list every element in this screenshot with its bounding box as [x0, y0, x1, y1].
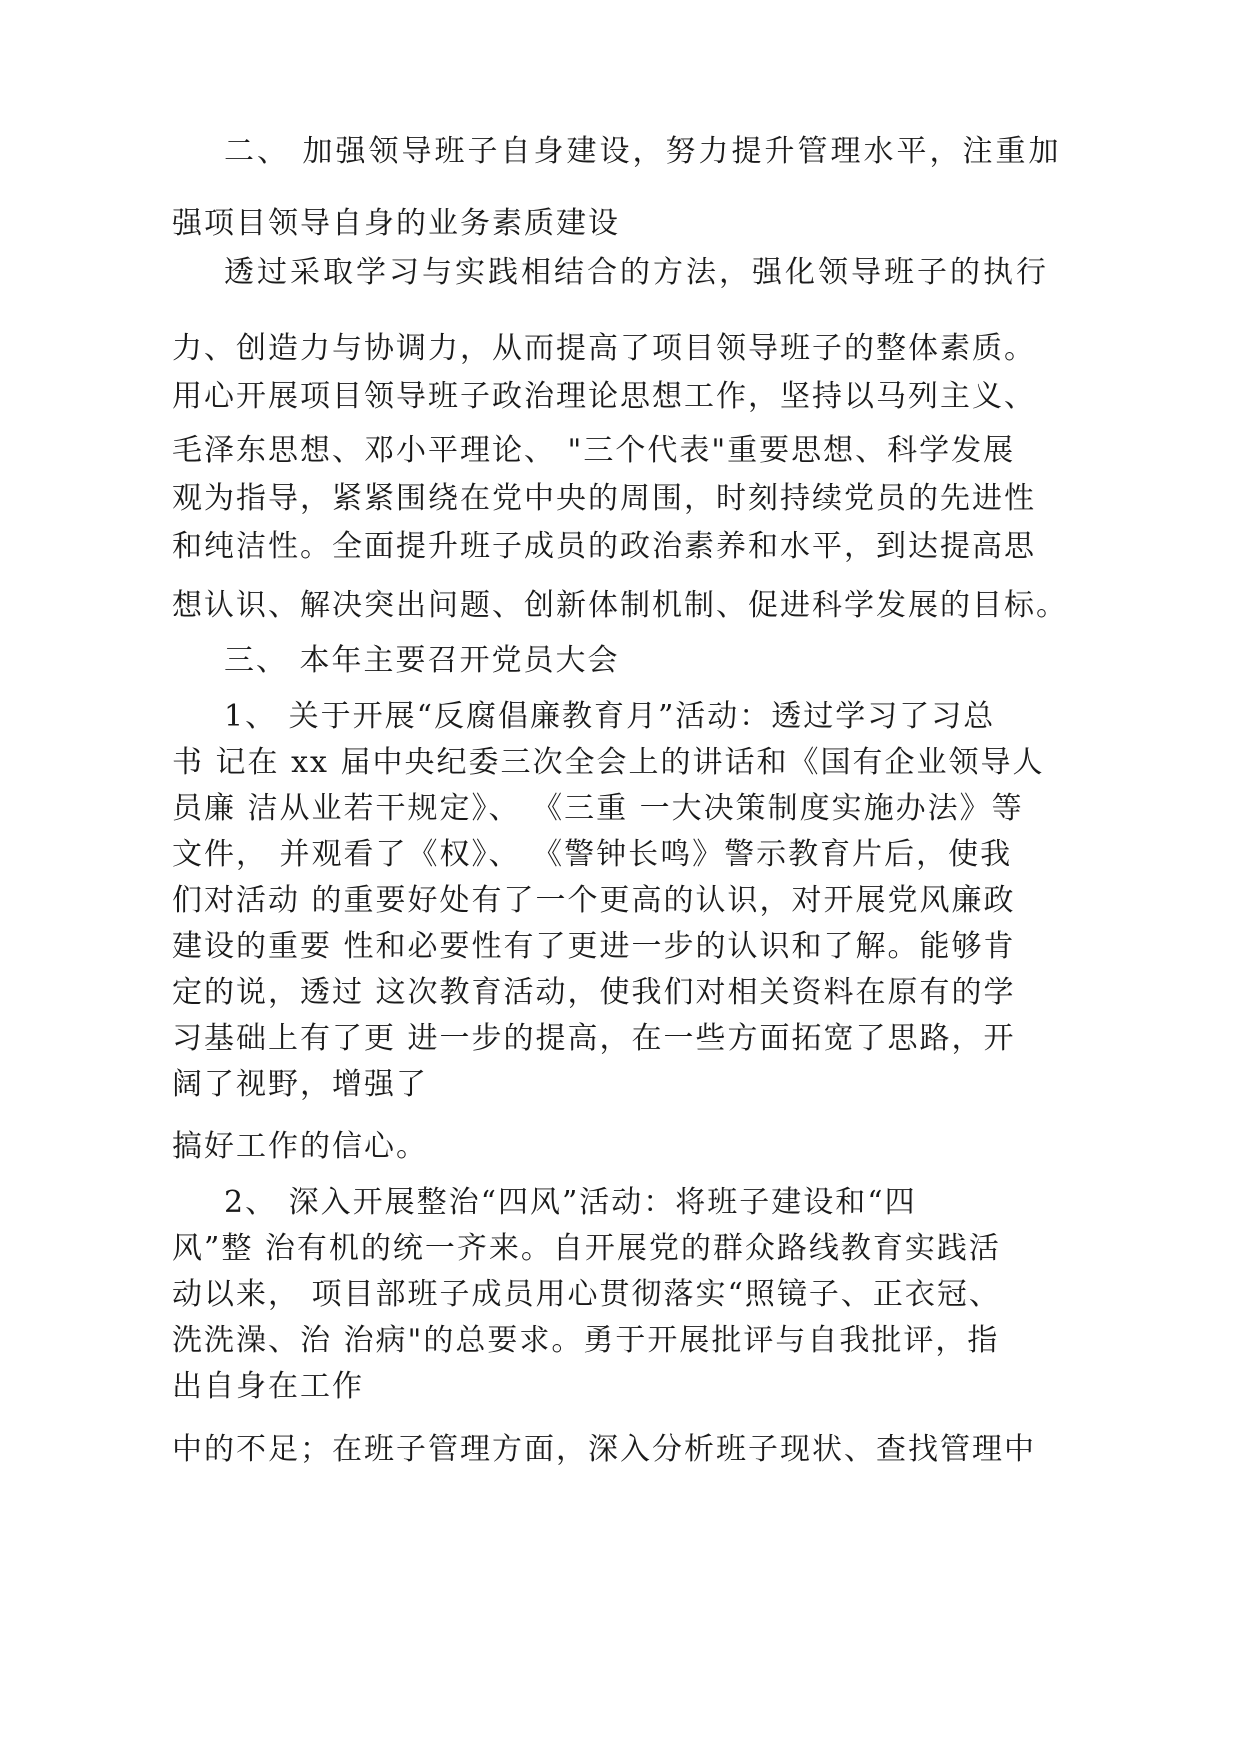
item-one-line: 书 记在 xx 届中央纪委三次全会上的讲话和《国有企业领导人 [172, 745, 1045, 780]
item-one-line: 搞好工作的信心。 [172, 1129, 428, 1164]
section-two-heading-line-2: 强项目领导自身的业务素质建设 [172, 206, 620, 241]
paragraph-line: 观为指导，紧紧围绕在党中央的周围，时刻持续党员的先进性 [172, 481, 1036, 516]
paragraph-line: 力、创造力与协调力，从而提高了项目领导班子的整体素质。 [172, 331, 1036, 366]
item-one-line: 员廉 洁从业若干规定》、 《三重 一大决策制度实施办法》等 [172, 791, 1024, 826]
item-one-line: 定的说，透过 这次教育活动，使我们对相关资料在原有的学 [172, 975, 1016, 1010]
paragraph-line: 透过采取学习与实践相结合的方法，强化领导班子的执行 [224, 255, 1049, 290]
paragraph-line: 用心开展项目领导班子政治理论思想工作，坚持以马列主义、 [172, 379, 1036, 414]
section-two-heading-line-1: 二、 加强领导班子自身建设，努力提升管理水平，注重加 [224, 134, 1062, 169]
item-one-line: 们对活动 的重要好处有了一个更高的认识，对开展党风廉政 [172, 883, 1016, 918]
item-two-line: 风”整 治有机的统一齐来。自开展党的群众路线教育实践活 [172, 1231, 1001, 1266]
paragraph-line: 毛泽东思想、邓小平理论、 "三个代表"重要思想、科学发展 [172, 433, 1016, 468]
item-two-line: 动以来， 项目部班子成员用心贯彻落实“照镜子、正衣冠、 [172, 1277, 1001, 1312]
item-two-line: 出自身在工作 [172, 1369, 364, 1404]
item-two-line: 中的不足；在班子管理方面，深入分析班子现状、查找管理中 [172, 1432, 1036, 1467]
item-two-line: 洗洗澡、治 治病"的总要求。勇于开展批评与自我批评，指 [172, 1323, 1000, 1358]
item-one-line: 习基础上有了更 进一步的提高，在一些方面拓宽了思路，开 [172, 1021, 1016, 1056]
item-one-line: 阔了视野，增强了 [172, 1067, 428, 1102]
paragraph-line: 和纯洁性。全面提升班子成员的政治素养和水平，到达提高思 [172, 529, 1036, 564]
paragraph-line: 想认识、解决突出问题、创新体制机制、促进科学发展的目标。 [172, 588, 1068, 623]
item-one-line: 文件， 并观看了《权》、 《警钟长鸣》警示教育片后，使我 [172, 837, 1013, 872]
item-two-line: 2、 深入开展整治“四风”活动：将班子建设和“四 [224, 1185, 917, 1220]
section-three-heading: 三、 本年主要召开党员大会 [224, 643, 620, 678]
item-one-line: 1、 关于开展“反腐倡廉教育月”活动：透过学习了习总 [224, 699, 996, 734]
item-one-line: 建设的重要 性和必要性有了更进一步的认识和了解。能够肯 [172, 929, 1016, 964]
